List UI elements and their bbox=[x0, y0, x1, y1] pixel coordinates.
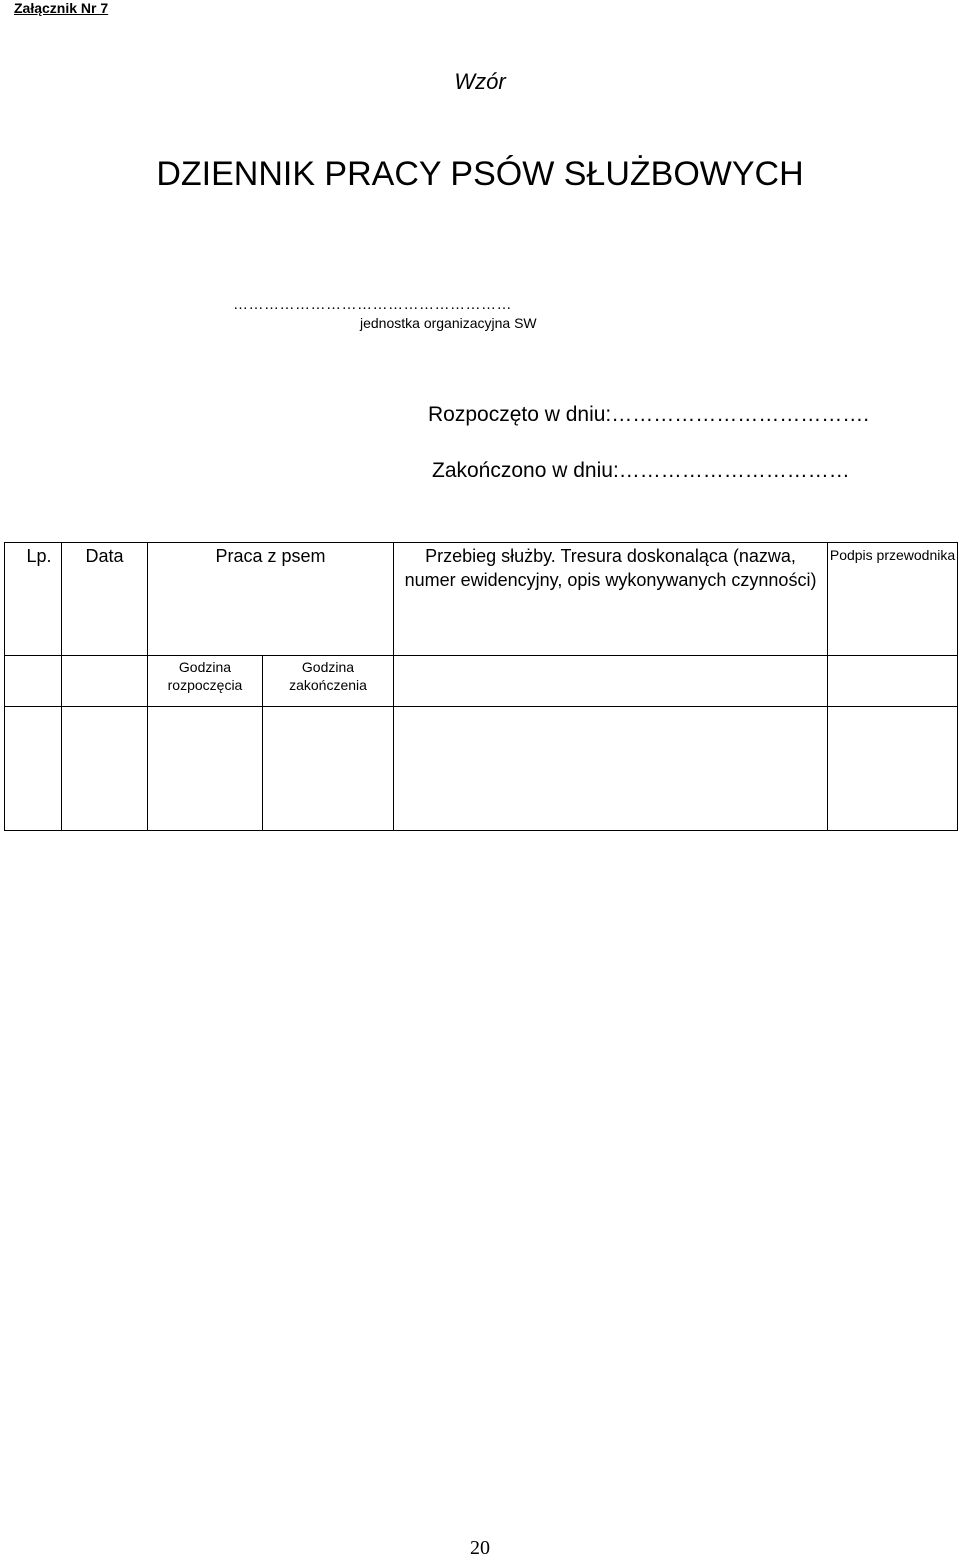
header-work-with-dog bbox=[148, 543, 394, 656]
cell-lp[interactable] bbox=[5, 707, 62, 831]
page-number: 20 bbox=[470, 1537, 490, 1559]
end-date-field[interactable]: Zakończono w dniu:…………………………… bbox=[432, 459, 850, 482]
header-service-course: Przebieg służby. Tresura doskonaląca (nazwa, numer ewidencyjny, opis wykonywanych czynności) bbox=[394, 543, 828, 656]
cell-date[interactable] bbox=[62, 707, 148, 831]
table-row bbox=[5, 707, 958, 831]
annex-label: Załącznik Nr 7 bbox=[14, 0, 109, 16]
header-signature: Podpis przewodnika bbox=[828, 543, 958, 656]
unit-fill-line[interactable]: ……………………………………………… bbox=[233, 296, 512, 313]
start-date-field[interactable]: Rozpoczęto w dniu:………………………………. bbox=[428, 403, 870, 426]
unit-label: jednostka organizacyjna SW bbox=[360, 315, 537, 331]
subheader-empty-signature bbox=[828, 656, 958, 707]
template-label: Wzór bbox=[454, 69, 506, 94]
subheader-end-time: Godzina zakończenia bbox=[263, 656, 394, 707]
subheader-start-time: Godzina rozpoczęcia bbox=[148, 656, 263, 707]
subheader-empty-lp bbox=[5, 656, 62, 707]
header-date: Data bbox=[62, 543, 148, 656]
subheader-empty-date bbox=[62, 656, 148, 707]
cell-signature[interactable] bbox=[828, 707, 958, 831]
table-header-row bbox=[5, 543, 958, 656]
table-subheader-row bbox=[5, 656, 958, 707]
cell-end-time[interactable] bbox=[263, 707, 394, 831]
header-lp: Lp. bbox=[5, 543, 62, 656]
journal-table bbox=[4, 542, 958, 831]
subheader-empty-course bbox=[394, 656, 828, 707]
cell-start-time[interactable] bbox=[148, 707, 263, 831]
cell-service-course[interactable] bbox=[394, 707, 828, 831]
header-work-with-dog-label: Praca z psem bbox=[215, 546, 326, 566]
document-title: DZIENNIK PRACY PSÓW SŁUŻBOWYCH bbox=[156, 155, 804, 193]
